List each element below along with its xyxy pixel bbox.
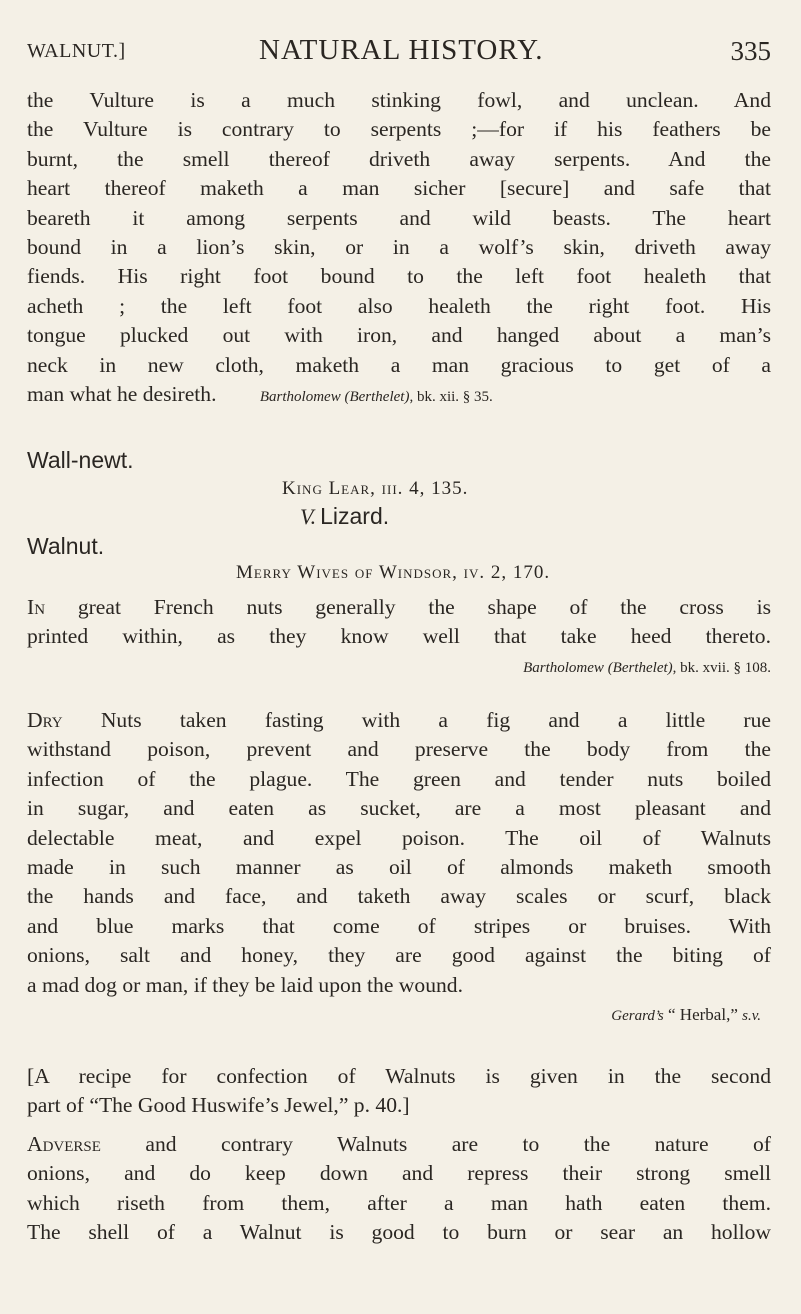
header-section: WALNUT.] — [27, 40, 126, 62]
text-line: printed within, as they know well that take heed thereto. — [27, 624, 771, 649]
citation: Gerard’s “ Herbal,” s.v. — [611, 1005, 761, 1025]
text-line: which riseth from them, after a man hath eaten them. — [27, 1190, 771, 1215]
reference-king-lear: King Lear, iii. 4, 135. — [282, 478, 469, 499]
text-line: acheth ; the left foot also healeth the right foot. His — [27, 293, 771, 318]
adverse-walnuts-paragraph — [27, 1130, 771, 1248]
text-line: tongue plucked out with iron, and hanged about a man’s — [27, 323, 771, 348]
text-line: infection of the plague. The green and tender nuts boiled — [27, 766, 771, 791]
text-line-with-citation — [27, 380, 771, 412]
entry-heading-wall-newt: Wall-newt. — [27, 447, 134, 473]
text-line: In great French nuts generally the shape of the cross is — [27, 595, 771, 619]
cross-reference: V. Lizard. — [300, 503, 390, 529]
text-line: neck in new cloth, maketh a man gracious to get of a — [27, 352, 771, 377]
text-line: onions, and do keep down and repress their strong smell — [27, 1161, 771, 1186]
text-line: The shell of a Walnut is good to burn or sear an hollow — [27, 1220, 771, 1245]
text-line: onions, salt and honey, they are good against the biting of — [27, 943, 771, 968]
recipe-note — [27, 1062, 771, 1121]
citation: Bartholomew (Berthelet), bk. xii. § 35. — [259, 389, 493, 406]
citation: Bartholomew (Berthelet), bk. xvii. § 108. — [523, 659, 771, 676]
text-line: part of “The Good Huswife’s Jewel,” p. 40.] — [27, 1093, 410, 1118]
running-header — [27, 30, 771, 70]
entry-heading-walnut: Walnut. — [27, 533, 105, 559]
text-line: delectable meat, and expel poison. The oil of Walnuts — [27, 825, 771, 850]
text-line: bound in a lion’s skin, or in a wolf’s skin, driveth away — [27, 235, 771, 260]
text-line: [A recipe for confection of Walnuts is given in the second — [27, 1064, 771, 1088]
text-line: the Vulture is a much stinking fowl, and unclean. And — [27, 88, 771, 112]
text-line: the hands and face, and taketh away scales or scurf, black — [27, 884, 771, 909]
text-line: beareth it among serpents and wild beasts. The heart — [27, 205, 771, 230]
vulture-paragraph — [27, 86, 771, 412]
reference-merry-wives: Merry Wives of Windsor, iv. 2, 170. — [236, 562, 551, 583]
text-line: in sugar, and eaten as sucket, are a most pleasant and — [27, 796, 771, 821]
text-line: Adverse and contrary Walnuts are to the nature of — [27, 1132, 771, 1156]
text-line: a mad dog or man, if they be laid upon the wound. — [27, 972, 463, 997]
text-line: heart thereof maketh a man sicher [secure] and safe that — [27, 176, 771, 201]
text-line: made in such manner as oil of almonds maketh smooth — [27, 855, 771, 880]
text-line: the Vulture is contrary to serpents ;—for if his feathers be — [27, 117, 771, 142]
text-line: Dry Nuts taken fasting with a fig and a little rue — [27, 708, 771, 732]
text-line: withstand poison, prevent and preserve the body from the — [27, 737, 771, 762]
text-line: burnt, the smell thereof driveth away serpents. And the — [27, 146, 771, 171]
text-line: fiends. His right foot bound to the left foot healeth that — [27, 264, 771, 289]
header-title: NATURAL HISTORY. — [259, 34, 544, 66]
french-nuts-paragraph — [27, 593, 771, 683]
page-number: 335 — [730, 36, 771, 66]
dry-nuts-paragraph — [27, 706, 771, 1031]
text-line: and blue marks that come of stripes or bruises. With — [27, 913, 771, 938]
text-line: man what he desireth. — [27, 382, 217, 407]
